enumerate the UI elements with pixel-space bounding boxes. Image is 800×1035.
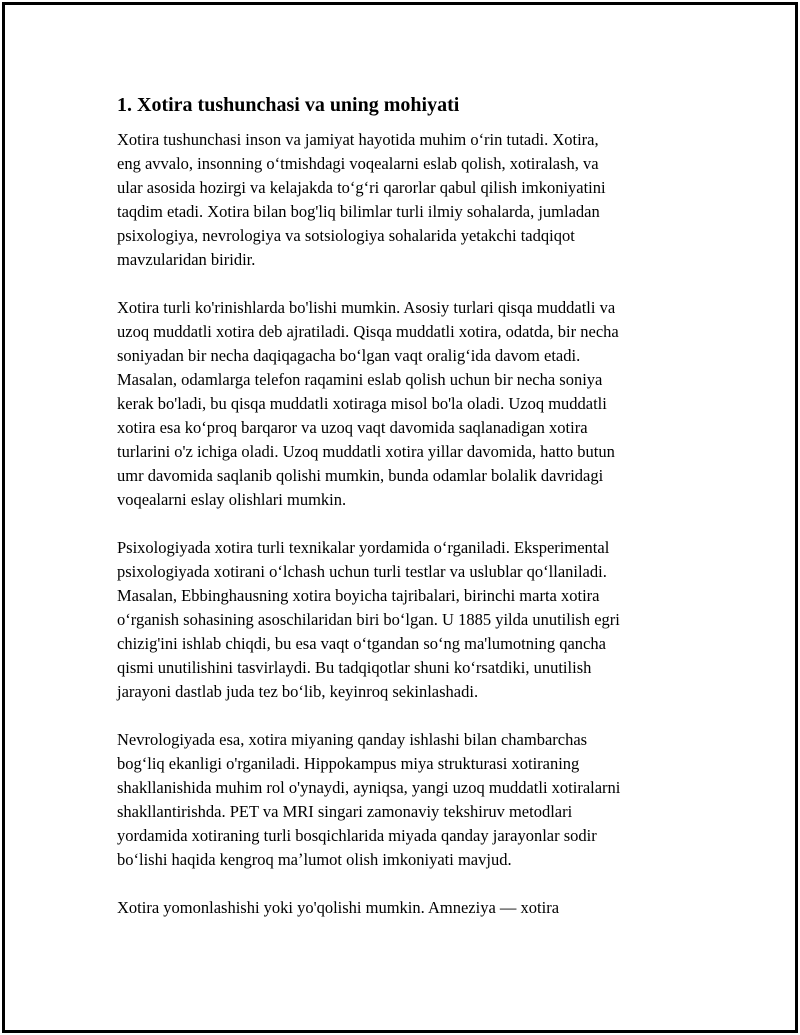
text-line: ular asosida hozirgi va kelajakda toʻgʻri qarorlar qabul qilish imkoniyatini [117,178,606,197]
paragraph-list [117,128,687,920]
text-line: qismi unutilishini tasvirlaydi. Bu tadqiqotlar shuni koʻrsatdiki, unutilish [117,658,592,677]
text-line: taqdim etadi. Xotira bilan bog'liq bilimlar turli ilmiy sohalarda, jumladan [117,202,600,221]
text-line: Psixologiyada xotira turli texnikalar yordamida oʻrganiladi. Eksperimental [117,538,610,557]
text-line: bogʻliq ekanligi o'rganiladi. Hippokampus miya strukturasi xotiraning [117,754,580,773]
paragraph [117,728,687,872]
text-line: Masalan, odamlarga telefon raqamini eslab qolish uchun bir necha soniya [117,370,603,389]
section-heading: 1. Xotira tushunchasi va uning mohiyati [117,94,460,116]
paragraph [117,296,687,512]
paragraph [117,128,687,272]
text-line: soniyadan bir necha daqiqagacha boʻlgan vaqt oraligʻida davom etadi. [117,346,581,365]
paragraph [117,896,687,920]
text-line: xotira esa koʻproq barqaror va uzoq vaqt davomida saqlanadigan xotira [117,418,588,437]
text-line: kerak bo'ladi, bu qisqa muddatli xotiraga misol bo'la oladi. Uzoq muddatli [117,394,607,413]
text-line: psixologiya, nevrologiya va sotsiologiya sohalarida yetakchi tadqiqot [117,226,575,245]
text-line: shakllanishida muhim rol o'ynaydi, ayniqsa, yangi uzoq muddatli xotiralarni [117,778,621,797]
text-line: Xotira tushunchasi inson va jamiyat hayotida muhim oʻrin tutadi. Xotira, [117,130,599,149]
text-line: umr davomida saqlanib qolishi mumkin, bunda odamlar bolalik davridagi [117,466,604,485]
text-line: eng avvalo, insonning oʻtmishdagi voqealarni eslab qolish, xotiralash, va [117,154,599,173]
text-line: uzoq muddatli xotira deb ajratiladi. Qisqa muddatli xotira, odatda, bir necha [117,322,619,341]
text-line: jarayoni dastlab juda tez boʻlib, keyinroq sekinlashadi. [117,682,479,701]
text-line: psixologiyada xotirani oʻlchash uchun turli testlar va uslublar qoʻllaniladi. [117,562,607,581]
text-line: voqealarni eslay olishlari mumkin. [117,490,347,509]
text-line: chizig'ini ishlab chiqdi, bu esa vaqt oʻtgandan soʻng ma'lumotning qancha [117,634,606,653]
text-line: Xotira yomonlashishi yoki yo'qolishi mumkin. Amneziya — xotira [117,898,560,917]
text-line: shakllantirishda. PET va MRI singari zamonaviy tekshiruv metodlari [117,802,573,821]
paragraph [117,536,687,704]
text-line: Masalan, Ebbinghausning xotira boyicha tajribalari, birinchi marta xotira [117,586,600,605]
text-line: boʻlishi haqida kengroq maʼlumot olish imkoniyati mavjud. [117,850,512,869]
text-line: Nevrologiyada esa, xotira miyaning qanday ishlashi bilan chambarchas [117,730,588,749]
text-line: yordamida xotiraning turli bosqichlarida miyada qanday jarayonlar sodir [117,826,597,845]
text-line: Xotira turli ko'rinishlarda bo'lishi mumkin. Asosiy turlari qisqa muddatli va [117,298,616,317]
document-body [117,91,687,944]
text-line: oʻrganish sohasining asoschilaridan biri boʻlgan. U 1885 yilda unutilish egri [117,610,620,629]
text-line: turlarini o'z ichiga oladi. Uzoq muddatli xotira yillar davomida, hatto butun [117,442,615,461]
text-line: mavzularidan biridir. [117,250,256,269]
